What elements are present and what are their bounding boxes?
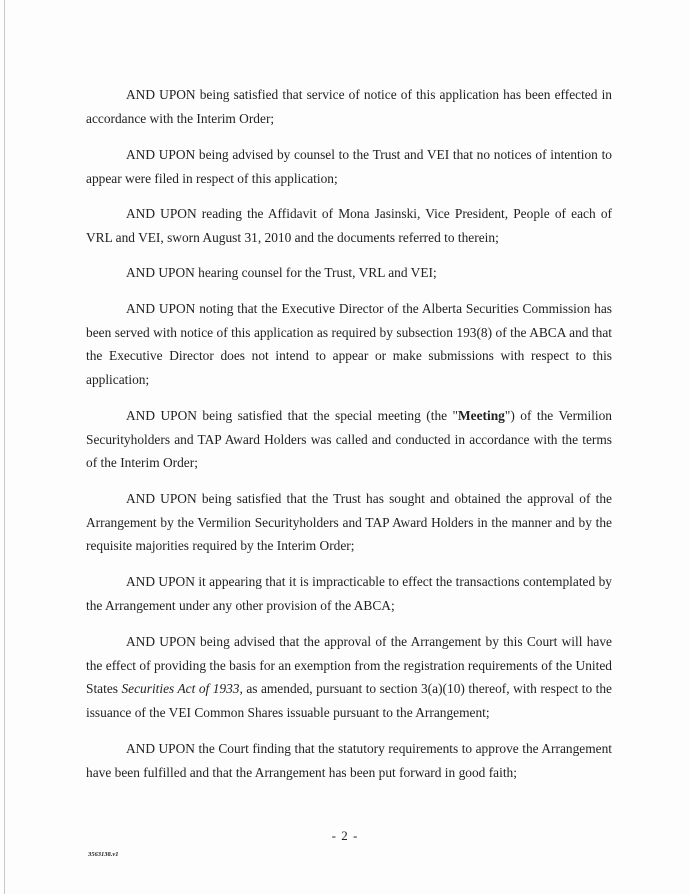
document-id: 3563138.v1: [88, 851, 119, 858]
paragraph-text: AND UPON being satisfied that the Trust has sought and obtained the approval of the Arrangement by the Vermilion Securityholders and TAP Award Holders in the manner and by the requisite majorities required by the Interim Order;: [86, 491, 612, 553]
paragraph-text: AND UPON being advised by counsel to the Trust and VEI that no notices of intention to appear were filed in respect of this application;: [86, 147, 612, 186]
page-number: - 2 -: [331, 828, 359, 843]
recital-paragraph-meeting: [86, 404, 612, 475]
recital-paragraph-affidavit: [86, 202, 612, 249]
page-edge-shadow: [4, 0, 5, 894]
paragraph-text: AND UPON it appearing that it is impracticable to effect the transactions contemplated by the Arrangement under any other provision of the ABCA;: [86, 574, 612, 613]
paragraph-text: AND UPON noting that the Executive Director of the Alberta Securities Commission has been served with notice of this application as required by subsection 193(8) of the ABCA and that the Executive Director does not intend to appear or make submissions with respect to this application;: [86, 301, 612, 387]
paragraph-text: AND UPON being advised that the approval of the Arrangement by this Court will have the effect of providing the basis for an exemption from the registration requirements of the United States: [86, 634, 612, 696]
recital-paragraph-service: [86, 83, 612, 130]
defined-term: Meeting: [458, 408, 505, 423]
recital-paragraph-counsel: [86, 261, 612, 285]
paragraph-text: AND UPON hearing counsel for the Trust, VRL and VEI;: [126, 265, 437, 280]
paragraph-text: as amended, pursuant to section 3(a)(10) thereof, with respect to the issuance of the VEI Common Shares issuable pursuant to the Arrangement;: [86, 681, 612, 720]
statute-title: Securities Act of 1933,: [121, 681, 243, 696]
recital-paragraph-impracticable: [86, 570, 612, 617]
paragraph-text: AND UPON reading the Affidavit of Mona Jasinski, Vice President, People of each of VRL and VEI, sworn August 31, 2010 and the documents referred to therein;: [86, 206, 612, 245]
recital-paragraph-exemption: [86, 630, 612, 724]
recital-paragraph-securities-commission: [86, 297, 612, 391]
recital-paragraph-no-notices: [86, 143, 612, 190]
recital-paragraph-good-faith: [86, 737, 612, 784]
paragraph-text: AND UPON being satisfied that the special meeting (the ": [126, 408, 459, 423]
recital-paragraph-approval: [86, 487, 612, 558]
paragraph-text: AND UPON being satisfied that service of notice of this application has been effected in accordance with the Interim Order;: [86, 87, 612, 126]
paragraph-text: AND UPON the Court finding that the statutory requirements to approve the Arrangement have been fulfilled and that the Arrangement has been put forward in good faith;: [86, 741, 612, 780]
paragraph-text: ") of the Vermilion Securityholders and TAP Award Holders was called and conducted in accordance with the terms of the Interim Order;: [86, 408, 613, 470]
